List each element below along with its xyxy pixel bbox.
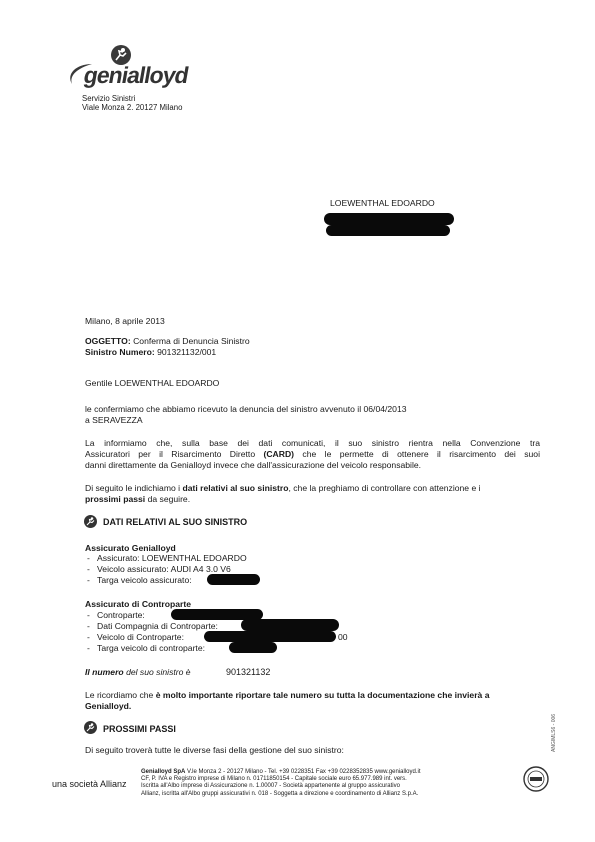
- para3-line1: [85, 483, 481, 494]
- para2-line3: danni direttamente da Genialloyd invece che dall'assicurazione del veicolo responsabile.: [85, 460, 422, 470]
- sender-dept: Servizio Sinistri: [82, 94, 136, 103]
- counterparty-plate-redaction: [229, 642, 277, 653]
- para3-bold-b: prossimi passi: [85, 494, 146, 504]
- insured-plate-redaction: [207, 574, 260, 585]
- para3-text-a: Di seguito le indichiamo i: [85, 483, 183, 493]
- insured-item-1: - Assicurato: LOEWENTHAL EDOARDO: [87, 553, 247, 563]
- counterparty-heading: Assicurato di Controparte: [85, 599, 192, 609]
- para1-line1: le confermiamo che abbiamo ricevuto la denuncia del sinistro avvenuto il 06/04/2013: [85, 404, 407, 414]
- allianz-tagline: una società Allianz: [52, 779, 127, 789]
- recipient-city-redaction: [326, 225, 450, 236]
- certification-seal-icon: [523, 766, 549, 792]
- claim-summary-label-c: è: [185, 667, 191, 677]
- footer-line4: Allianz, iscritta all'Albo gruppi assicurativi n. 018 - Soggetta a direzione e coordinamento di Allianz S.p.A.: [141, 790, 419, 797]
- reminder-text-a: Le ricordiamo che: [85, 690, 156, 700]
- subject-value: Conferma di Denuncia Sinistro: [133, 336, 250, 346]
- para2-line1: La informiamo che, sulla base dei dati comunicati, il suo sinistro rientra nella Convenzione tra: [85, 438, 540, 448]
- subject-label: OGGETTO:: [85, 336, 131, 346]
- document-side-code: ANGIMLS6 - 006: [551, 713, 557, 752]
- letter-date: Milano, 8 aprile 2013: [85, 316, 165, 326]
- counterparty-vehicle-redaction: [204, 631, 336, 642]
- claim-number-value: 901321132/001: [157, 347, 217, 357]
- claim-summary-label-a: Il numero: [85, 667, 124, 677]
- counterparty-item-2: - Dati Compagnia di Controparte:: [87, 621, 218, 631]
- section2-runner-icon: [84, 721, 97, 734]
- counterparty-item-3: - Veicolo di Controparte:: [87, 632, 184, 642]
- para2-line2: [85, 449, 540, 460]
- recipient-address-redaction: [324, 213, 454, 225]
- insured-heading: Assicurato Genialloyd: [85, 543, 176, 553]
- reminder-line2: Genialloyd.: [85, 701, 132, 711]
- insured-item-2: - Veicolo assicurato: AUDI A4 3.0 V6: [87, 564, 231, 574]
- subject-line: [85, 336, 250, 347]
- claim-summary-value: 901321132: [226, 667, 271, 677]
- footer-line3: Iscritta all'Albo imprese di Assicurazione n. 1.00007 - Società appartenente al gruppo assicurativo: [141, 783, 400, 790]
- footer-line1: Genialloyd SpA V.le Monza 2 - 20127 Milano - Tel. +39 0228351 Fax +39 0228352835 www.genialloyd.it: [141, 769, 421, 775]
- recipient-name: LOEWENTHAL EDOARDO: [330, 198, 435, 208]
- claim-number-line: [85, 347, 216, 358]
- para1-line2: a SERAVEZZA: [85, 415, 143, 425]
- insured-item-3: - Targa veicolo assicurato:: [87, 575, 192, 585]
- company-logo: [66, 44, 196, 94]
- section1-runner-icon: [84, 515, 97, 528]
- counterparty-item-1: - Controparte:: [87, 610, 145, 620]
- para3-line2: [85, 494, 190, 505]
- sender-address: Viale Monza 2. 20127 Milano: [82, 103, 183, 112]
- para2-card: (CARD): [263, 449, 295, 459]
- para3-text-c: , che la preghiamo di controllare con attenzione e i: [288, 483, 481, 493]
- para3-bold-a: dati relativi al suo sinistro: [182, 483, 289, 493]
- reminder-bold: è molto importante riportare tale numero su tutta la documentazione che invierà a: [155, 690, 490, 700]
- claim-summary-label-b: del suo sinistro: [123, 667, 186, 677]
- counterparty-item-4: - Targa veicolo di controparte:: [87, 643, 205, 653]
- greeting: Gentile LOEWENTHAL EDOARDO: [85, 378, 220, 388]
- para2-text-a: Assicuratori per il Risarcimento Diretto: [85, 449, 264, 459]
- footer-line2: CF, P. IVA e Registro imprese di Milano n. 01711850154 - Capitale sociale euro 65.977.989 int. vers.: [141, 776, 407, 783]
- counterparty-vehicle-suffix: 00: [338, 632, 348, 642]
- claim-number-summary: [85, 667, 191, 678]
- counterparty-company-redaction: [241, 619, 339, 631]
- footer-legal: [141, 769, 421, 798]
- section1-title: DATI RELATIVI AL SUO SINISTRO: [103, 517, 248, 527]
- claim-number-label: Sinistro Numero:: [85, 347, 155, 357]
- para2-text-c: che le permette di ottenere il risarcimento dei suoi: [294, 449, 540, 459]
- section2-title: PROSSIMI PASSI: [103, 724, 176, 734]
- logo-wordmark: genialloyd: [81, 62, 191, 88]
- reminder-line1: [85, 690, 490, 701]
- next-steps-intro: Di seguito troverà tutte le diverse fasi della gestione del suo sinistro:: [85, 745, 344, 755]
- para3-text-d: da seguire.: [145, 494, 191, 504]
